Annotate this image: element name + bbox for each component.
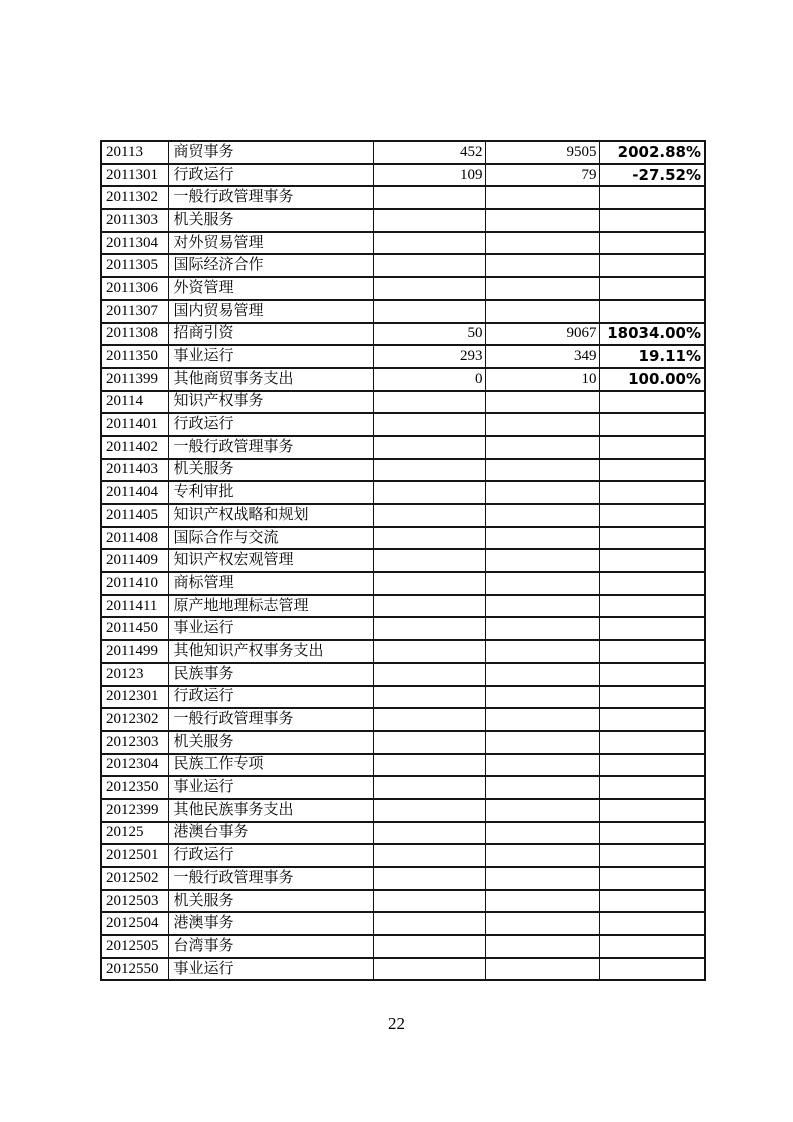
table-row xyxy=(101,277,705,300)
name-cell: 对外贸易管理 xyxy=(168,232,373,255)
prev-year-value-cell xyxy=(373,572,485,595)
name-cell: 机关服务 xyxy=(168,731,373,754)
change-percent-cell xyxy=(599,481,705,504)
prev-year-value-cell xyxy=(373,549,485,572)
prev-year-value-cell: 0 xyxy=(373,368,485,391)
prev-year-value-cell xyxy=(373,640,485,663)
table-row xyxy=(101,300,705,323)
table-row xyxy=(101,935,705,958)
prev-year-value-cell xyxy=(373,504,485,527)
current-year-value-cell xyxy=(485,958,599,981)
name-cell: 一般行政管理事务 xyxy=(168,436,373,459)
code-cell: 2011302 xyxy=(101,186,168,209)
prev-year-value-cell xyxy=(373,912,485,935)
current-year-value-cell xyxy=(485,504,599,527)
code-cell: 2012505 xyxy=(101,935,168,958)
table-row xyxy=(101,708,705,731)
prev-year-value-cell: 50 xyxy=(373,323,485,346)
current-year-value-cell xyxy=(485,277,599,300)
prev-year-value-cell xyxy=(373,391,485,414)
current-year-value-cell xyxy=(485,844,599,867)
change-percent-cell xyxy=(599,232,705,255)
prev-year-value-cell xyxy=(373,277,485,300)
table-row xyxy=(101,731,705,754)
change-percent-cell xyxy=(599,572,705,595)
change-percent-cell: 100.00% xyxy=(599,368,705,391)
code-cell: 2012501 xyxy=(101,844,168,867)
current-year-value-cell xyxy=(485,549,599,572)
name-cell: 机关服务 xyxy=(168,890,373,913)
change-percent-cell xyxy=(599,527,705,550)
name-cell: 民族工作专项 xyxy=(168,754,373,777)
name-cell: 其他商贸事务支出 xyxy=(168,368,373,391)
change-percent-cell xyxy=(599,277,705,300)
table-row xyxy=(101,504,705,527)
change-percent-cell xyxy=(599,186,705,209)
current-year-value-cell xyxy=(485,459,599,482)
prev-year-value-cell xyxy=(373,413,485,436)
table-row xyxy=(101,368,705,391)
name-cell: 事业运行 xyxy=(168,958,373,981)
prev-year-value-cell xyxy=(373,776,485,799)
current-year-value-cell xyxy=(485,209,599,232)
change-percent-cell xyxy=(599,209,705,232)
prev-year-value-cell xyxy=(373,436,485,459)
table-row xyxy=(101,663,705,686)
change-percent-cell xyxy=(599,413,705,436)
current-year-value-cell xyxy=(485,617,599,640)
name-cell: 知识产权宏观管理 xyxy=(168,549,373,572)
code-cell: 2011307 xyxy=(101,300,168,323)
prev-year-value-cell: 293 xyxy=(373,345,485,368)
current-year-value-cell xyxy=(485,776,599,799)
current-year-value-cell xyxy=(485,822,599,845)
current-year-value-cell xyxy=(485,708,599,731)
prev-year-value-cell xyxy=(373,686,485,709)
name-cell: 专利审批 xyxy=(168,481,373,504)
prev-year-value-cell xyxy=(373,481,485,504)
change-percent-cell xyxy=(599,822,705,845)
prev-year-value-cell xyxy=(373,844,485,867)
prev-year-value-cell: 109 xyxy=(373,164,485,187)
prev-year-value-cell: 452 xyxy=(373,141,485,164)
code-cell: 2011303 xyxy=(101,209,168,232)
current-year-value-cell xyxy=(485,232,599,255)
current-year-value-cell xyxy=(485,572,599,595)
prev-year-value-cell xyxy=(373,867,485,890)
name-cell: 事业运行 xyxy=(168,345,373,368)
code-cell: 2011408 xyxy=(101,527,168,550)
name-cell: 国际经济合作 xyxy=(168,254,373,277)
current-year-value-cell xyxy=(485,640,599,663)
name-cell: 机关服务 xyxy=(168,209,373,232)
table-row xyxy=(101,141,705,164)
name-cell: 一般行政管理事务 xyxy=(168,186,373,209)
current-year-value-cell xyxy=(485,890,599,913)
code-cell: 2011308 xyxy=(101,323,168,346)
current-year-value-cell xyxy=(485,186,599,209)
table-row xyxy=(101,822,705,845)
change-percent-cell xyxy=(599,958,705,981)
change-percent-cell xyxy=(599,935,705,958)
table-row xyxy=(101,413,705,436)
name-cell: 国际合作与交流 xyxy=(168,527,373,550)
current-year-value-cell xyxy=(485,595,599,618)
change-percent-cell xyxy=(599,708,705,731)
change-percent-cell xyxy=(599,300,705,323)
name-cell: 一般行政管理事务 xyxy=(168,867,373,890)
code-cell: 2011304 xyxy=(101,232,168,255)
table-row xyxy=(101,164,705,187)
change-percent-cell xyxy=(599,686,705,709)
table-row xyxy=(101,186,705,209)
code-cell: 2011305 xyxy=(101,254,168,277)
change-percent-cell xyxy=(599,912,705,935)
table-row xyxy=(101,254,705,277)
code-cell: 20113 xyxy=(101,141,168,164)
code-cell: 2011401 xyxy=(101,413,168,436)
current-year-value-cell: 79 xyxy=(485,164,599,187)
table-row xyxy=(101,867,705,890)
change-percent-cell xyxy=(599,663,705,686)
code-cell: 2011350 xyxy=(101,345,168,368)
current-year-value-cell xyxy=(485,799,599,822)
code-cell: 2012504 xyxy=(101,912,168,935)
change-percent-cell xyxy=(599,731,705,754)
current-year-value-cell xyxy=(485,867,599,890)
prev-year-value-cell xyxy=(373,595,485,618)
name-cell: 行政运行 xyxy=(168,164,373,187)
table-row xyxy=(101,436,705,459)
code-cell: 2011411 xyxy=(101,595,168,618)
table-row xyxy=(101,686,705,709)
current-year-value-cell xyxy=(485,935,599,958)
current-year-value-cell: 9505 xyxy=(485,141,599,164)
table-row xyxy=(101,232,705,255)
table-row xyxy=(101,345,705,368)
code-cell: 2012502 xyxy=(101,867,168,890)
name-cell: 台湾事务 xyxy=(168,935,373,958)
table-row xyxy=(101,754,705,777)
name-cell: 事业运行 xyxy=(168,617,373,640)
name-cell: 其他民族事务支出 xyxy=(168,799,373,822)
prev-year-value-cell xyxy=(373,254,485,277)
current-year-value-cell xyxy=(485,254,599,277)
name-cell: 国内贸易管理 xyxy=(168,300,373,323)
code-cell: 2011450 xyxy=(101,617,168,640)
table-row xyxy=(101,776,705,799)
current-year-value-cell: 349 xyxy=(485,345,599,368)
name-cell: 行政运行 xyxy=(168,413,373,436)
code-cell: 2011403 xyxy=(101,459,168,482)
code-cell: 2012303 xyxy=(101,731,168,754)
current-year-value-cell xyxy=(485,527,599,550)
name-cell: 知识产权事务 xyxy=(168,391,373,414)
change-percent-cell: 2002.88% xyxy=(599,141,705,164)
name-cell: 招商引资 xyxy=(168,323,373,346)
table-row xyxy=(101,572,705,595)
budget-table-body xyxy=(101,141,705,980)
name-cell: 行政运行 xyxy=(168,844,373,867)
table-row xyxy=(101,844,705,867)
code-cell: 2011409 xyxy=(101,549,168,572)
table-row xyxy=(101,391,705,414)
prev-year-value-cell xyxy=(373,663,485,686)
change-percent-cell: 18034.00% xyxy=(599,323,705,346)
code-cell: 2011499 xyxy=(101,640,168,663)
code-cell: 2011399 xyxy=(101,368,168,391)
change-percent-cell xyxy=(599,549,705,572)
table-row xyxy=(101,595,705,618)
name-cell: 其他知识产权事务支出 xyxy=(168,640,373,663)
code-cell: 2011404 xyxy=(101,481,168,504)
code-cell: 2012301 xyxy=(101,686,168,709)
name-cell: 机关服务 xyxy=(168,459,373,482)
table-row xyxy=(101,912,705,935)
prev-year-value-cell xyxy=(373,708,485,731)
code-cell: 2012503 xyxy=(101,890,168,913)
prev-year-value-cell xyxy=(373,459,485,482)
code-cell: 2012304 xyxy=(101,754,168,777)
name-cell: 行政运行 xyxy=(168,686,373,709)
prev-year-value-cell xyxy=(373,731,485,754)
name-cell: 商标管理 xyxy=(168,572,373,595)
code-cell: 2012350 xyxy=(101,776,168,799)
current-year-value-cell: 10 xyxy=(485,368,599,391)
table-row xyxy=(101,549,705,572)
current-year-value-cell xyxy=(485,754,599,777)
current-year-value-cell xyxy=(485,481,599,504)
prev-year-value-cell xyxy=(373,799,485,822)
code-cell: 2011405 xyxy=(101,504,168,527)
change-percent-cell xyxy=(599,254,705,277)
prev-year-value-cell xyxy=(373,300,485,323)
table-row xyxy=(101,481,705,504)
current-year-value-cell xyxy=(485,912,599,935)
prev-year-value-cell xyxy=(373,232,485,255)
prev-year-value-cell xyxy=(373,822,485,845)
current-year-value-cell xyxy=(485,731,599,754)
table-row xyxy=(101,459,705,482)
current-year-value-cell: 9067 xyxy=(485,323,599,346)
change-percent-cell xyxy=(599,754,705,777)
name-cell: 民族事务 xyxy=(168,663,373,686)
table-row xyxy=(101,799,705,822)
change-percent-cell xyxy=(599,776,705,799)
prev-year-value-cell xyxy=(373,527,485,550)
change-percent-cell xyxy=(599,617,705,640)
prev-year-value-cell xyxy=(373,617,485,640)
prev-year-value-cell xyxy=(373,935,485,958)
change-percent-cell xyxy=(599,436,705,459)
code-cell: 2011402 xyxy=(101,436,168,459)
current-year-value-cell xyxy=(485,686,599,709)
code-cell: 2011306 xyxy=(101,277,168,300)
code-cell: 2011301 xyxy=(101,164,168,187)
current-year-value-cell xyxy=(485,663,599,686)
name-cell: 一般行政管理事务 xyxy=(168,708,373,731)
prev-year-value-cell xyxy=(373,754,485,777)
name-cell: 原产地地理标志管理 xyxy=(168,595,373,618)
table-row xyxy=(101,958,705,981)
code-cell: 2011410 xyxy=(101,572,168,595)
current-year-value-cell xyxy=(485,436,599,459)
page-number: 22 xyxy=(388,1014,405,1033)
current-year-value-cell xyxy=(485,300,599,323)
prev-year-value-cell xyxy=(373,890,485,913)
name-cell: 港澳台事务 xyxy=(168,822,373,845)
name-cell: 港澳事务 xyxy=(168,912,373,935)
change-percent-cell xyxy=(599,867,705,890)
prev-year-value-cell xyxy=(373,958,485,981)
name-cell: 事业运行 xyxy=(168,776,373,799)
table-row xyxy=(101,890,705,913)
change-percent-cell: 19.11% xyxy=(599,345,705,368)
change-percent-cell xyxy=(599,595,705,618)
prev-year-value-cell xyxy=(373,186,485,209)
change-percent-cell xyxy=(599,844,705,867)
table-row xyxy=(101,323,705,346)
prev-year-value-cell xyxy=(373,209,485,232)
change-percent-cell xyxy=(599,799,705,822)
name-cell: 外资管理 xyxy=(168,277,373,300)
code-cell: 20125 xyxy=(101,822,168,845)
name-cell: 商贸事务 xyxy=(168,141,373,164)
change-percent-cell xyxy=(599,890,705,913)
code-cell: 2012302 xyxy=(101,708,168,731)
code-cell: 20123 xyxy=(101,663,168,686)
name-cell: 知识产权战略和规划 xyxy=(168,504,373,527)
code-cell: 2012550 xyxy=(101,958,168,981)
table-row xyxy=(101,640,705,663)
table-row xyxy=(101,617,705,640)
current-year-value-cell xyxy=(485,413,599,436)
change-percent-cell xyxy=(599,391,705,414)
change-percent-cell xyxy=(599,459,705,482)
change-percent-cell xyxy=(599,504,705,527)
change-percent-cell xyxy=(599,640,705,663)
code-cell: 2012399 xyxy=(101,799,168,822)
table-row xyxy=(101,209,705,232)
change-percent-cell: -27.52% xyxy=(599,164,705,187)
code-cell: 20114 xyxy=(101,391,168,414)
current-year-value-cell xyxy=(485,391,599,414)
table-row xyxy=(101,527,705,550)
budget-table xyxy=(100,140,706,981)
